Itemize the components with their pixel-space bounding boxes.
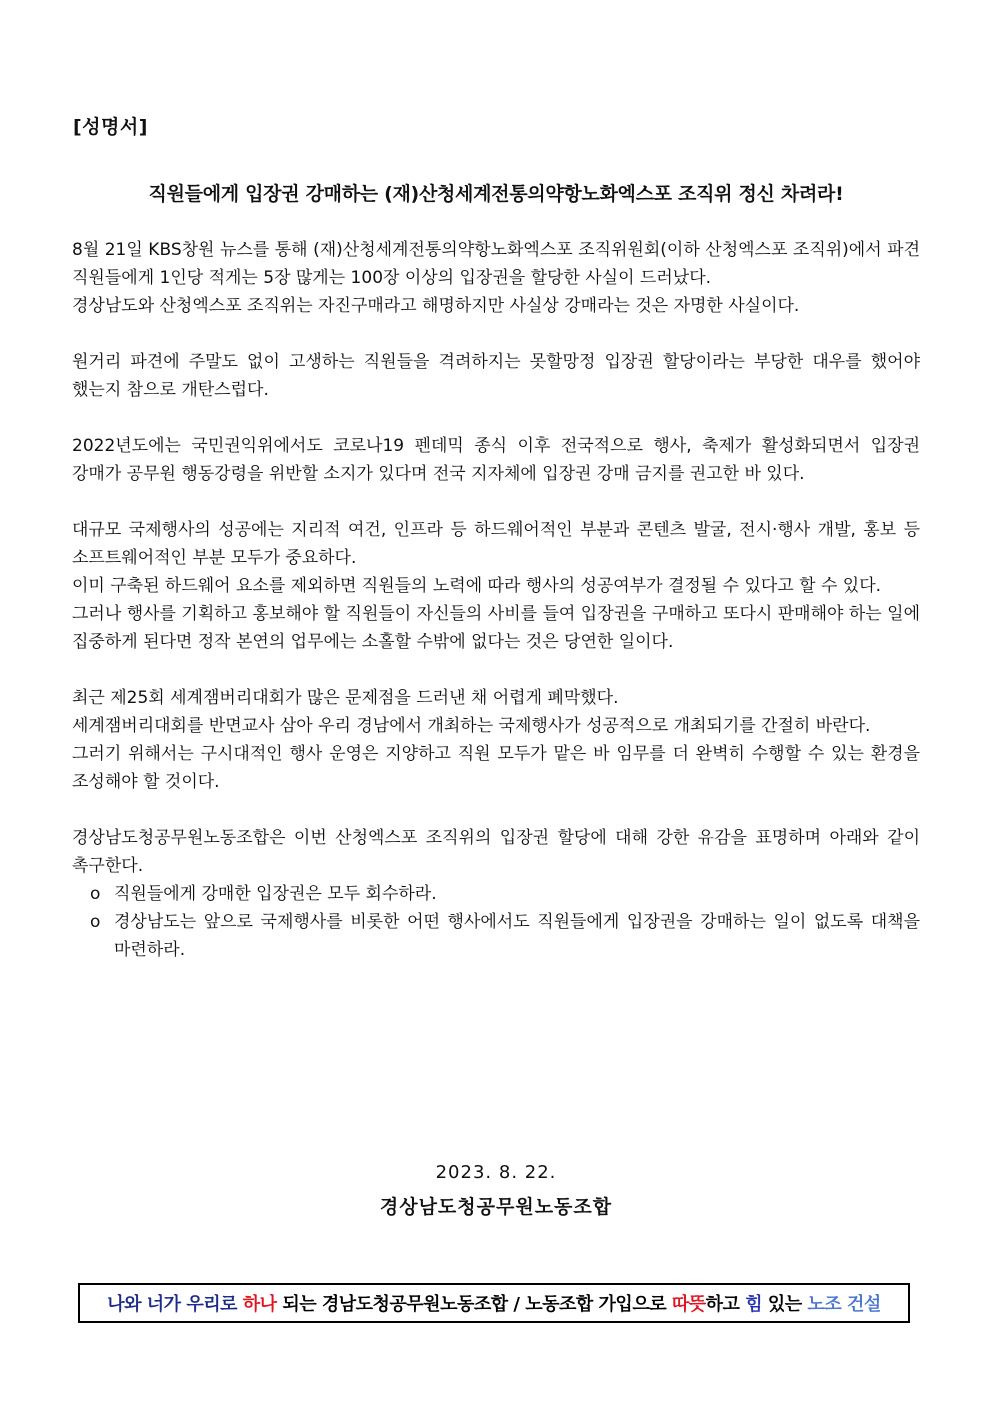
organization-name: 경상남도청공무원노동조합 — [379, 1196, 613, 1218]
document-tag: [성명서] — [73, 116, 148, 138]
slogan-part: 힘 — [745, 1294, 763, 1315]
document-body — [72, 236, 920, 964]
paragraph-line: 2022년도에는 국민권익위에서도 코로나19 펜데믹 종식 이후 전국적으로 행사, 축제가 활성화되면서 입장권 강매가 공무원 행동강령을 위반할 소지가 있다며 전국 지자체에 입장권 강매 금지를 권고한 바 있다. — [72, 436, 920, 484]
list-item — [72, 908, 920, 964]
bullet-mark: o — [90, 884, 101, 904]
demand-text: 직원들에게 강매한 입장권은 모두 회수하라. — [114, 884, 437, 904]
list-item — [72, 880, 920, 908]
slogan-part: 하나 — [242, 1294, 277, 1315]
closing-section — [72, 824, 920, 964]
paragraph-line: 그러나 행사를 기획하고 홍보해야 할 직원들이 자신들의 사비를 들여 입장권을 구매하고 또다시 판매해야 하는 일에 집중하게 된다면 정작 본연의 업무에는 소홀할 수밖에 없다는 것은 당연한 일이다. — [72, 604, 920, 652]
bullet-mark: o — [90, 912, 101, 932]
slogan-part: 있는 — [762, 1294, 808, 1315]
slogan-part: 따뜻 — [671, 1294, 706, 1315]
paragraph-line: 대규모 국제행사의 성공에는 지리적 여건, 인프라 등 하드웨어적인 부분과 콘텐츠 발굴, 전시·행사 개발, 홍보 등 소프트웨어적인 부분 모두가 중요하다. — [72, 520, 920, 568]
paragraph-5 — [72, 684, 920, 796]
slogan-part: 되는 경남도청공무원노동조합 / 노동조합 가입으로 — [276, 1294, 672, 1315]
document-date: 2023. 8. 22. — [435, 1162, 557, 1183]
closing-intro: 경상남도청공무원노동조합은 이번 산청엑스포 조직위의 입장권 할당에 대해 강한 유감을 표명하며 아래와 같이 촉구한다. — [72, 828, 920, 876]
slogan-part: 노조 건설 — [807, 1294, 881, 1315]
document-title: 직원들에게 입장권 강매하는 (재)산청세계전통의약항노화엑스포 조직위 정신 차려라! — [148, 183, 844, 205]
paragraph-1 — [72, 236, 920, 320]
demand-text: 경상남도는 앞으로 국제행사를 비롯한 어떤 행사에서도 직원들에게 입장권을 강매하는 일이 없도록 대책을 마련하라. — [114, 912, 920, 960]
paragraph-line: 그러기 위해서는 구시대적인 행사 운영은 지양하고 직원 모두가 맡은 바 임무를 더 완벽히 수행할 수 있는 환경을 조성해야 할 것이다. — [72, 744, 920, 792]
slogan-part: 나와 너가 우리로 — [107, 1294, 243, 1315]
slogan-banner — [78, 1283, 910, 1323]
paragraph-4 — [72, 516, 920, 656]
paragraph-line: 원거리 파견에 주말도 없이 고생하는 직원들을 격려하지는 못할망정 입장권 할당이라는 부당한 대우를 했어야 했는지 참으로 개탄스럽다. — [72, 352, 920, 400]
demand-list — [72, 880, 920, 964]
paragraph-line: 8월 21일 KBS창원 뉴스를 통해 (재)산청세계전통의약항노화엑스포 조직위원회(이하 산청엑스포 조직위)에서 파견 직원들에게 1인당 적게는 5장 많게는 100장 이상의 입장권을 할당한 사실이 드러났다. — [72, 240, 920, 288]
paragraph-2 — [72, 348, 920, 404]
paragraph-line: 세계잼버리대회를 반면교사 삼아 우리 경남에서 개최하는 국제행사가 성공적으로 개최되기를 간절히 바란다. — [72, 716, 871, 736]
slogan-part: 하고 — [705, 1294, 746, 1315]
paragraph-3 — [72, 432, 920, 488]
paragraph-line: 경상남도와 산청엑스포 조직위는 자진구매라고 해명하지만 사실상 강매라는 것은 자명한 사실이다. — [72, 296, 800, 316]
paragraph-line: 이미 구축된 하드웨어 요소를 제외하면 직원들의 노력에 따라 행사의 성공여부가 결정될 수 있다고 할 수 있다. — [72, 576, 882, 596]
paragraph-line: 최근 제25회 세계잼버리대회가 많은 문제점을 드러낸 채 어렵게 폐막했다. — [72, 688, 619, 708]
